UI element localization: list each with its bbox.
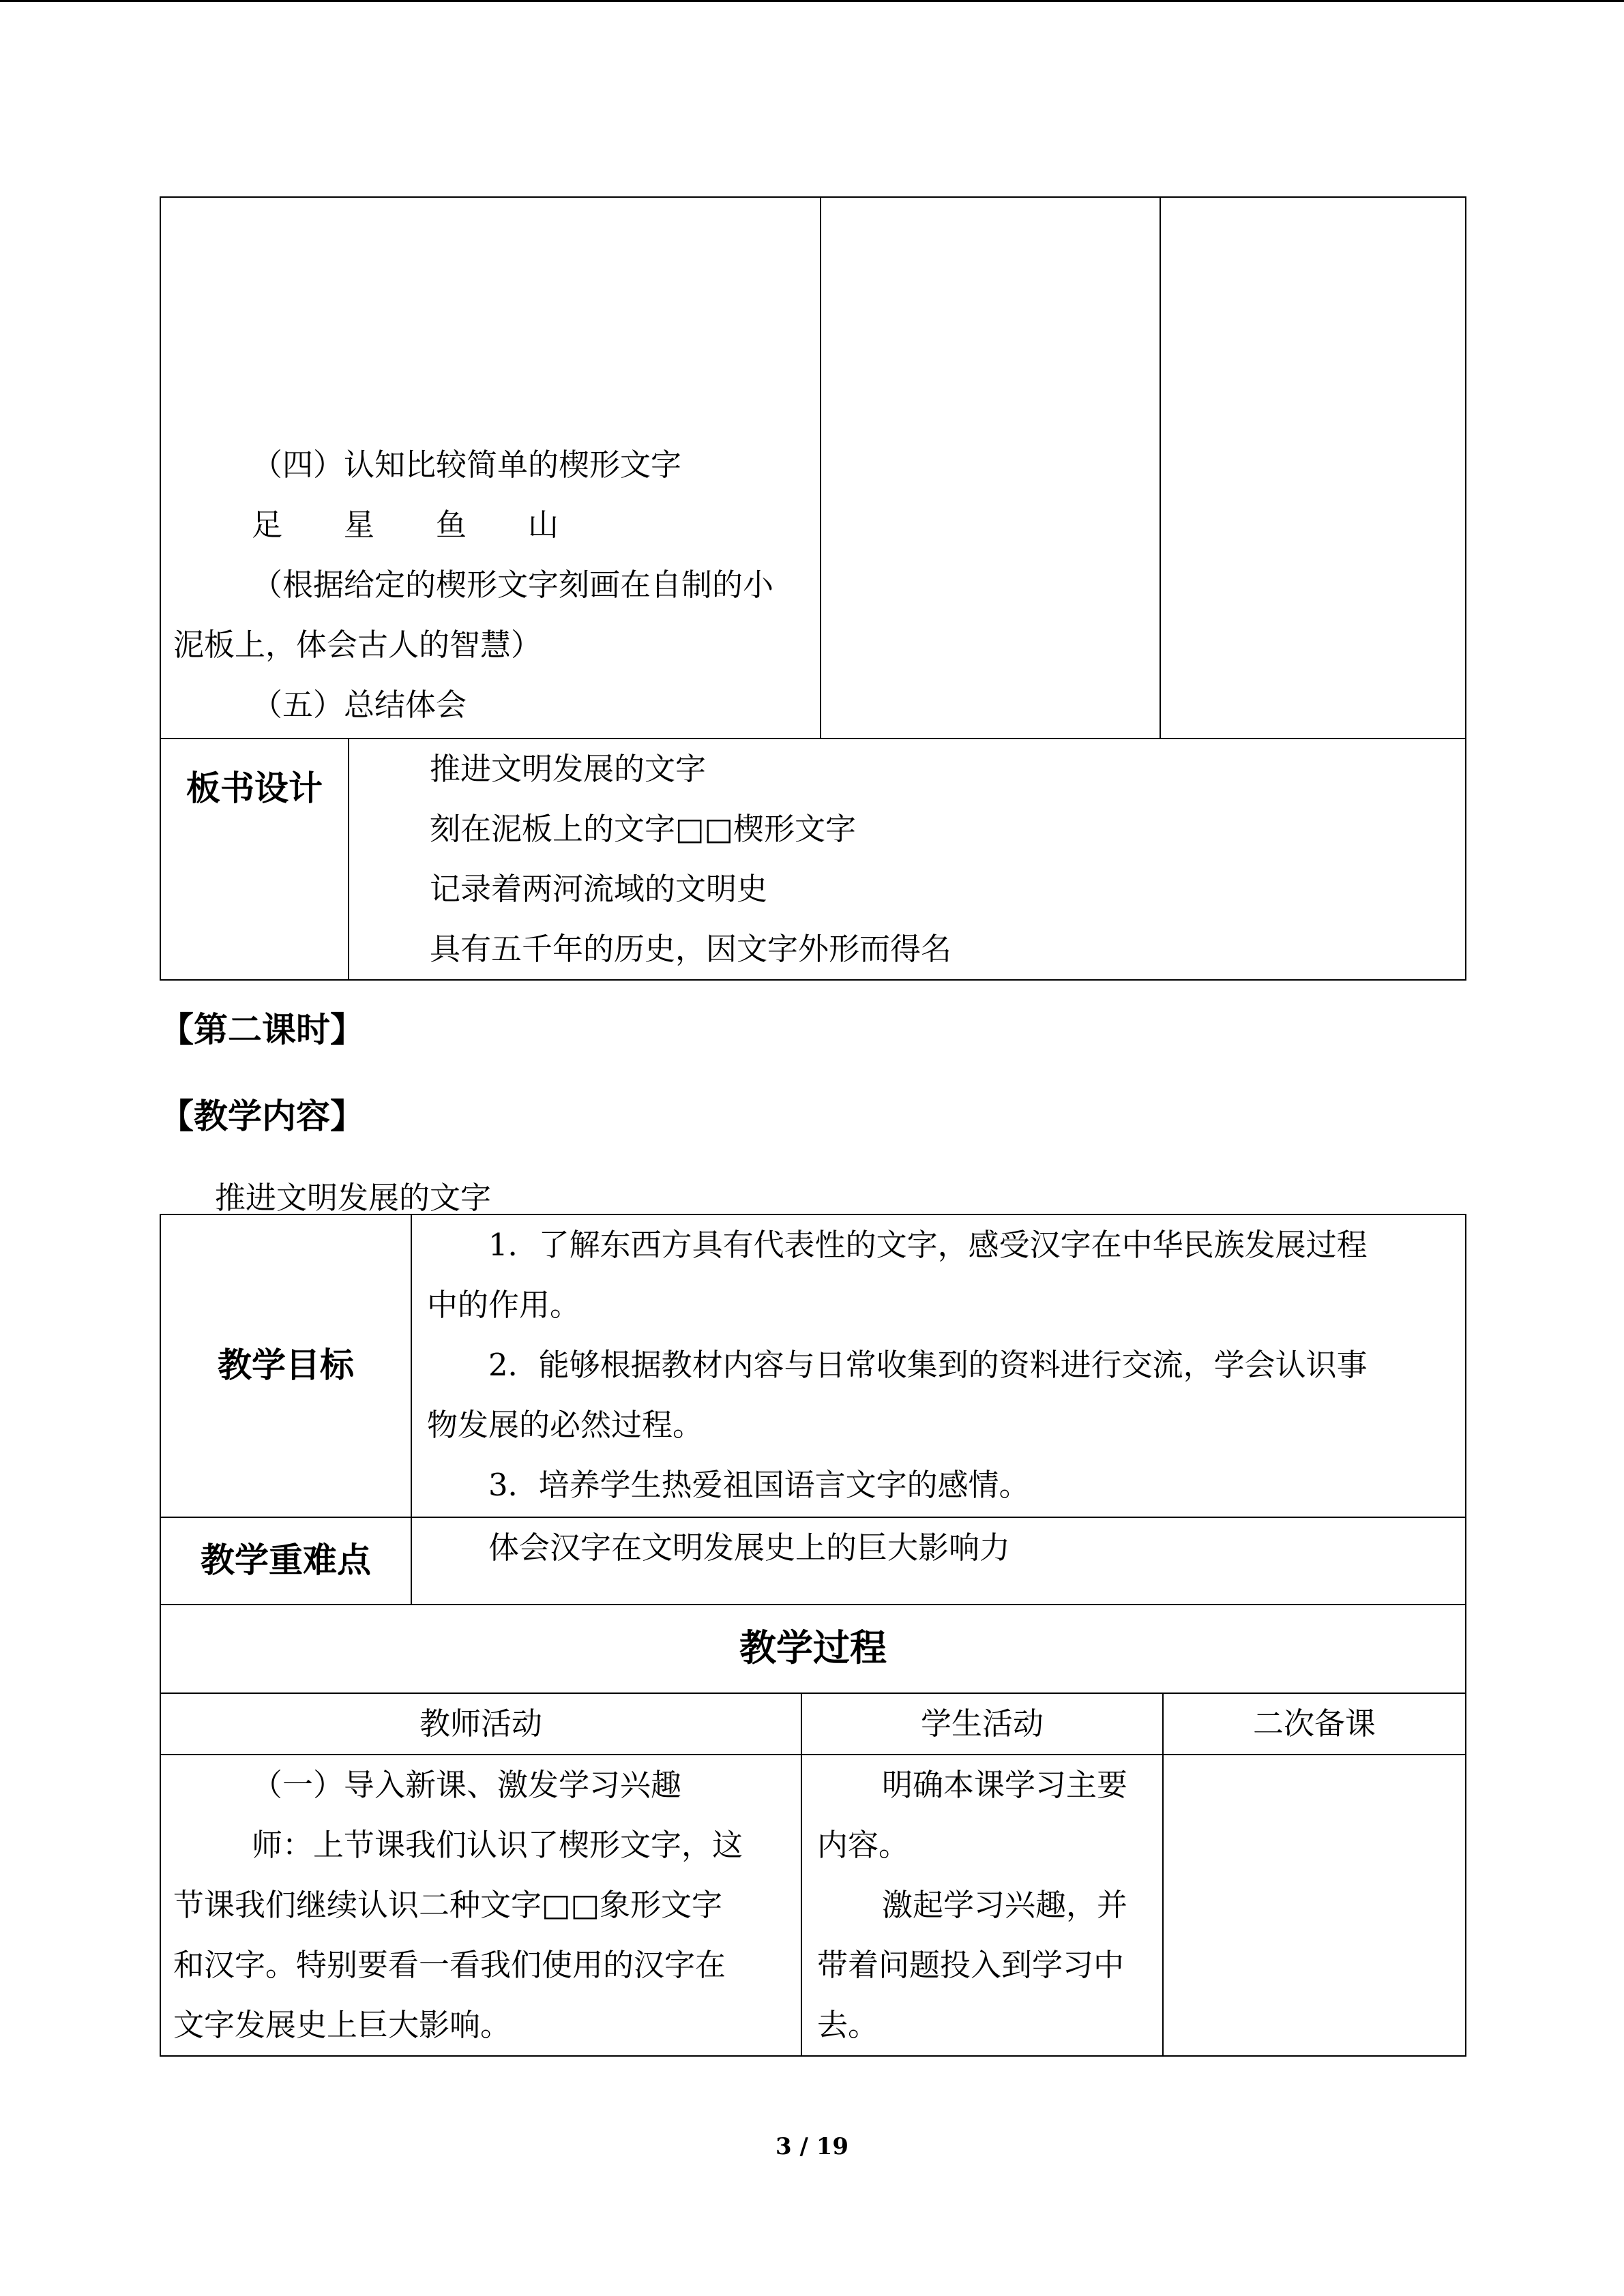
student-activity-cell (801, 1755, 1163, 2056)
key-difficulty-label-cell (160, 1517, 411, 1605)
teaching-process-title: 教学过程 (739, 1626, 887, 1669)
key-difficulty-content-cell (411, 1517, 1466, 1605)
text-line: （根据给定的楔形文字刻画在自制的小 (252, 567, 774, 603)
teacher-line: 师：上节课我们认识了楔形文字，这 (252, 1827, 743, 1863)
teacher-line: 和汉字。特别要看一看我们使用的汉字在 (173, 1947, 726, 1983)
teaching-goals-content-cell (411, 1214, 1466, 1517)
key-difficulty-text: 体会汉字在文明发展史上的巨大影响力 (488, 1530, 1011, 1566)
student-activity-cell-continued (821, 197, 1160, 739)
student-line: 明确本课学习主要 (882, 1767, 1128, 1803)
teaching-process-title-cell (160, 1605, 1466, 1693)
column-header-teacher: 教师活动 (160, 1693, 801, 1755)
board-design-label: 板书设计 (186, 769, 323, 808)
goal-line: 物发展的必然过程。 (427, 1407, 704, 1443)
teacher-activity-cell-continued (160, 197, 821, 739)
board-line: 推进文明发展的文字 (430, 751, 707, 787)
board-design-content-cell (349, 739, 1466, 980)
teaching-goals-label-cell (160, 1214, 411, 1517)
board-line: 刻在泥板上的文字□□楔形文字 (430, 811, 857, 847)
goal-line: 1．了解东西方具有代表性的文字，感受汉字在中华民族发展过程 (488, 1227, 1368, 1263)
teacher-activity-cell (160, 1755, 801, 2056)
teacher-line: 文字发展史上巨大影响。 (173, 2007, 512, 2043)
teacher-line: （一）导入新课、激发学习兴趣 (252, 1767, 682, 1803)
section-heading-teaching-content: 【教学内容】 (160, 1097, 364, 1136)
text-line: 足 星 鱼 山 (252, 507, 559, 543)
column-header-student: 学生活动 (801, 1693, 1163, 1755)
text-line: 泥板上，体会古人的智慧） (173, 627, 542, 663)
teaching-goals-label: 教学目标 (218, 1345, 354, 1385)
lesson-table-continued (160, 196, 1466, 981)
teacher-line: 节课我们继续认识二种文字□□象形文字 (173, 1887, 723, 1923)
page-number: 3 / 19 (775, 2133, 849, 2160)
student-line: 内容。 (817, 1827, 910, 1863)
key-difficulty-label: 教学重难点 (201, 1540, 371, 1580)
goal-line: 3．培养学生热爱祖国语言文字的感情。 (488, 1467, 1030, 1503)
section-heading-second-lesson: 【第二课时】 (160, 1010, 364, 1049)
student-line: 去。 (817, 2007, 879, 2043)
second-prep-cell (1163, 1755, 1466, 2056)
lesson-plan-table (160, 1214, 1466, 2057)
content-title: 推进文明发展的文字 (215, 1180, 492, 1216)
text-line: （四）认知比较简单的楔形文字 (252, 447, 682, 483)
board-design-label-cell (160, 739, 349, 980)
student-line: 带着问题投入到学习中 (817, 1947, 1125, 1983)
page-top-border (0, 0, 1624, 2)
text-line: （五）总结体会 (252, 687, 467, 723)
student-line: 激起学习兴趣，并 (882, 1887, 1128, 1923)
board-line: 具有五千年的历史，因文字外形而得名 (430, 931, 952, 967)
second-prep-cell-continued (1160, 197, 1466, 739)
goal-line: 2．能够根据教材内容与日常收集到的资料进行交流，学会认识事 (488, 1347, 1368, 1383)
column-header-second-prep: 二次备课 (1163, 1693, 1466, 1755)
goal-line: 中的作用。 (427, 1287, 581, 1323)
board-line: 记录着两河流域的文明史 (430, 871, 768, 907)
